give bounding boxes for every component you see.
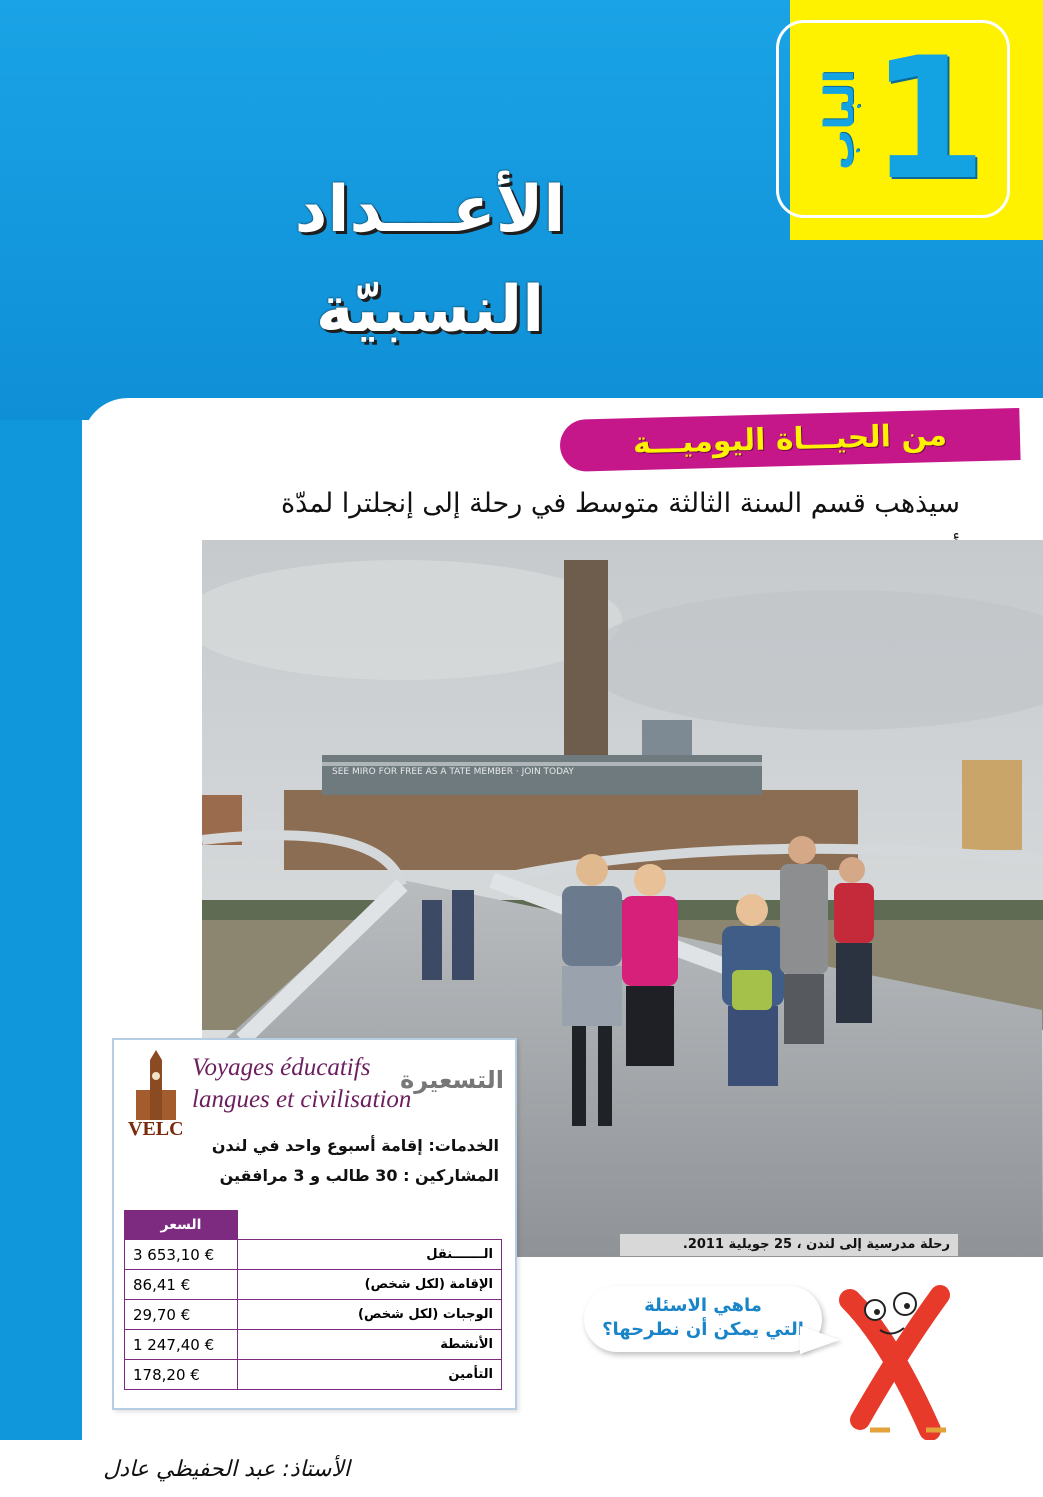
section-heading: من الحيـــاة اليوميـــة xyxy=(559,408,1020,472)
item-cell: الوجبات (لكل شخص) xyxy=(238,1300,502,1330)
item-cell: الأنشطة xyxy=(238,1330,502,1360)
photo-caption: رحلة مدرسية إلى لندن ، 25 جويلية 2011. xyxy=(620,1234,958,1256)
price-card-title: التسعيرة xyxy=(400,1066,504,1094)
participants-line xyxy=(129,1166,499,1185)
price-cell: 29,70 € xyxy=(125,1300,238,1330)
price-column-header: السعر xyxy=(125,1211,238,1240)
table-row xyxy=(125,1270,502,1300)
chapter-label: الباب xyxy=(817,69,863,170)
teacher-signature: الأستاذ: عبد الحفيظي عادل xyxy=(103,1457,350,1482)
velc-slogan xyxy=(192,1052,422,1116)
participants-label: المشاركين : xyxy=(403,1166,499,1185)
price-table xyxy=(124,1210,502,1390)
table-row xyxy=(125,1330,502,1360)
intro-text: سيذهب قسم السنة الثالثة متوسط في رحلة إلى إنجلترا لمدّة xyxy=(281,488,960,519)
slogan-line-2: langues et civilisation xyxy=(192,1086,412,1113)
item-cell: التأمين xyxy=(238,1360,502,1390)
participants-value: 30 طالب و 3 مرافقين xyxy=(219,1166,398,1185)
table-row xyxy=(125,1360,502,1390)
item-cell: الإقامة (لكل شخص) xyxy=(238,1270,502,1300)
services-label: الخدمات: xyxy=(428,1136,499,1155)
question-bubble xyxy=(584,1286,822,1352)
chapter-title: الأعـــداد النسبيّة xyxy=(294,173,566,347)
building-sign: SEE MIRO FOR FREE AS A TATE MEMBER · JOIN TODAY xyxy=(332,767,574,777)
bubble-line-2: التي يمكن أن نطرحها؟ xyxy=(602,1319,804,1340)
item-cell: الـــــــنقل xyxy=(238,1240,502,1270)
item-column-header xyxy=(238,1211,502,1240)
bubble-line-1: ماهي الاسئلة xyxy=(644,1295,762,1316)
left-color-strip xyxy=(0,420,82,1440)
price-cell: 86,41 € xyxy=(125,1270,238,1300)
services-value: إقامة أسبوع واحد في لندن xyxy=(211,1136,423,1155)
table-row xyxy=(125,1300,502,1330)
price-cell: 178,20 € xyxy=(125,1360,238,1390)
x-mascot-icon xyxy=(830,1280,970,1440)
chapter-number: 1 xyxy=(870,21,987,217)
services-line xyxy=(129,1136,499,1155)
table-row xyxy=(125,1240,502,1270)
price-card xyxy=(112,1038,517,1410)
velc-brand: VELC xyxy=(128,1118,184,1140)
price-cell: 1 247,40 € xyxy=(125,1330,238,1360)
slogan-line-1: Voyages éducatifs xyxy=(192,1054,371,1081)
price-cell: 3 653,10 € xyxy=(125,1240,238,1270)
